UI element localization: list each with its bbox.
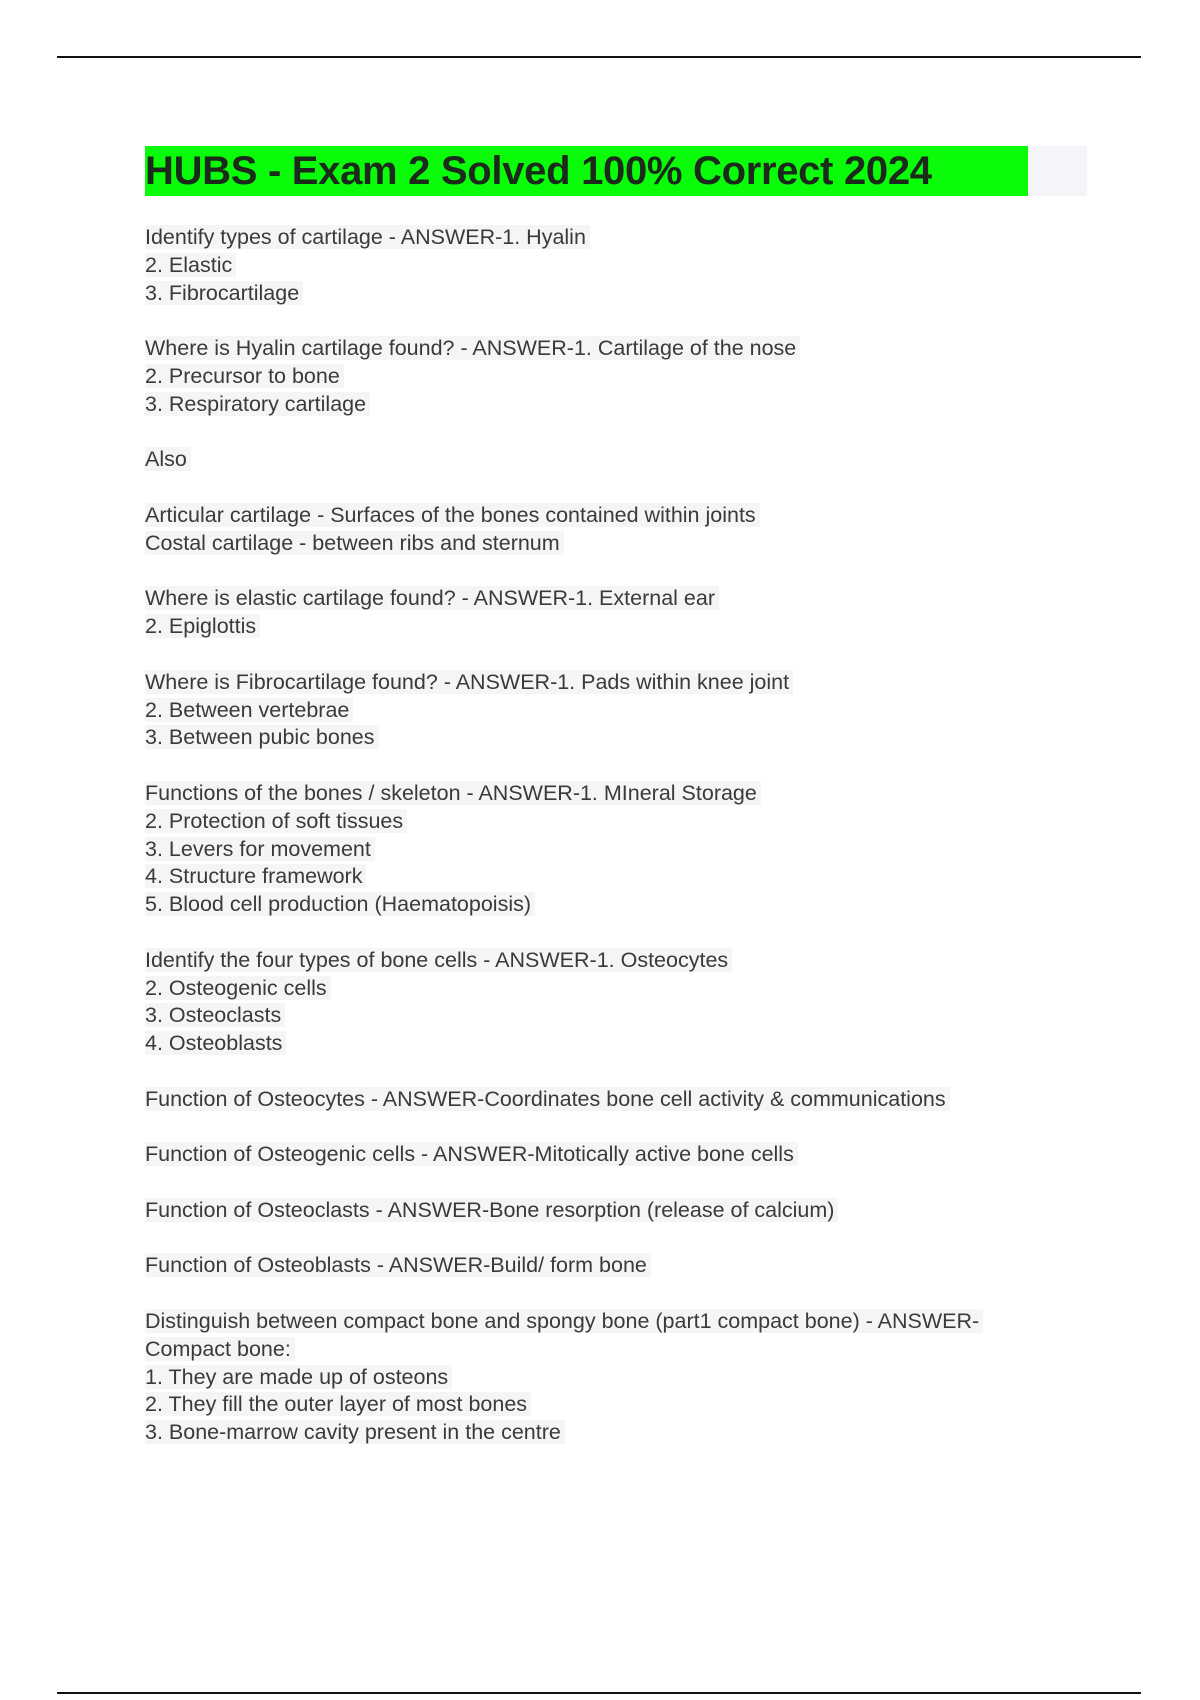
text-line (145, 863, 1145, 891)
text-line (145, 224, 1145, 252)
blank-line (145, 919, 1145, 947)
text-line-content: Function of Osteogenic cells - ANSWER-Mitotically active bone cells (145, 1142, 798, 1166)
text-line (145, 1197, 1145, 1225)
text-line-content: 2. Elastic (145, 253, 236, 277)
text-line (145, 697, 1145, 725)
text-line (145, 836, 1145, 864)
text-line (145, 947, 1145, 975)
text-line-content: 1. They are made up of osteons (145, 1365, 452, 1389)
text-line-content: Where is Fibrocartilage found? - ANSWER-1. Pads within knee joint (145, 670, 793, 694)
text-line (145, 780, 1145, 808)
document-body (145, 224, 1145, 1447)
text-line (145, 1252, 1145, 1280)
text-line (145, 252, 1145, 280)
blank-line (145, 419, 1145, 447)
text-line-content: 2. Osteogenic cells (145, 976, 331, 1000)
blank-line (145, 558, 1145, 586)
text-line (145, 1086, 1145, 1114)
text-line (145, 669, 1145, 697)
text-line (145, 1308, 1145, 1336)
blank-line (145, 474, 1145, 502)
text-line-content: 2. Protection of soft tissues (145, 809, 407, 833)
text-line-content: Identify the four types of bone cells - ANSWER-1. Osteocytes (145, 948, 732, 972)
document-title: HUBS - Exam 2 Solved 100% Correct 2024 (145, 146, 1028, 196)
blank-line (145, 1225, 1145, 1253)
text-line-content: Costal cartilage - between ribs and sternum (145, 531, 564, 555)
text-line-content: Functions of the bones / skeleton - ANSWER-1. MIneral Storage (145, 781, 761, 805)
text-line-content: 3. Levers for movement (145, 837, 375, 861)
text-line (145, 585, 1145, 613)
blank-line (145, 641, 1145, 669)
text-line-content: Identify types of cartilage - ANSWER-1. Hyalin (145, 225, 590, 249)
blank-line (145, 1114, 1145, 1142)
text-line (145, 502, 1145, 530)
blank-line (145, 307, 1145, 335)
text-line-content: 3. Between pubic bones (145, 725, 379, 749)
text-line-content: 4. Structure framework (145, 864, 366, 888)
text-line-content: Function of Osteoblasts - ANSWER-Build/ form bone (145, 1253, 651, 1277)
text-line (145, 530, 1145, 558)
text-line (145, 1336, 1145, 1364)
text-line (145, 280, 1145, 308)
blank-line (145, 1280, 1145, 1308)
text-line (145, 335, 1145, 363)
text-line (145, 363, 1145, 391)
text-line-content: 4. Osteoblasts (145, 1031, 286, 1055)
text-line (145, 1364, 1145, 1392)
text-line (145, 1030, 1145, 1058)
text-line-content: 3. Fibrocartilage (145, 281, 303, 305)
text-line-content: 3. Respiratory cartilage (145, 392, 370, 416)
text-line (145, 724, 1145, 752)
header-rule (57, 56, 1141, 58)
text-line (145, 975, 1145, 1003)
text-line-content: Articular cartilage - Surfaces of the bones contained within joints (145, 503, 760, 527)
text-line (145, 391, 1145, 419)
text-line-content: Also (145, 447, 191, 471)
blank-line (145, 752, 1145, 780)
text-line-content: 2. Epiglottis (145, 614, 260, 638)
text-line (145, 808, 1145, 836)
title-block (145, 146, 1087, 196)
blank-line (145, 1058, 1145, 1086)
text-line (145, 1141, 1145, 1169)
text-line-content: Distinguish between compact bone and spongy bone (part1 compact bone) - ANSWER- (145, 1309, 983, 1333)
text-line-content: 5. Blood cell production (Haematopoisis) (145, 892, 535, 916)
text-line (145, 1002, 1145, 1030)
text-line-content: Compact bone: (145, 1337, 295, 1361)
text-line-content: 2. Precursor to bone (145, 364, 344, 388)
blank-line (145, 1169, 1145, 1197)
text-line (145, 1419, 1145, 1447)
text-line-content: 3. Osteoclasts (145, 1003, 285, 1027)
text-line-content: 3. Bone-marrow cavity present in the centre (145, 1420, 565, 1444)
text-line-content: Where is elastic cartilage found? - ANSWER-1. External ear (145, 586, 719, 610)
text-line-content: Function of Osteoclasts - ANSWER-Bone resorption (release of calcium) (145, 1198, 838, 1222)
text-line-content: Where is Hyalin cartilage found? - ANSWER-1. Cartilage of the nose (145, 336, 800, 360)
footer-rule (57, 1692, 1141, 1694)
text-line-content: 2. Between vertebrae (145, 698, 353, 722)
text-line-content: 2. They fill the outer layer of most bones (145, 1392, 531, 1416)
text-line (145, 446, 1145, 474)
text-line (145, 1391, 1145, 1419)
text-line-content: Function of Osteocytes - ANSWER-Coordinates bone cell activity & communications (145, 1087, 950, 1111)
text-line (145, 891, 1145, 919)
text-line (145, 613, 1145, 641)
